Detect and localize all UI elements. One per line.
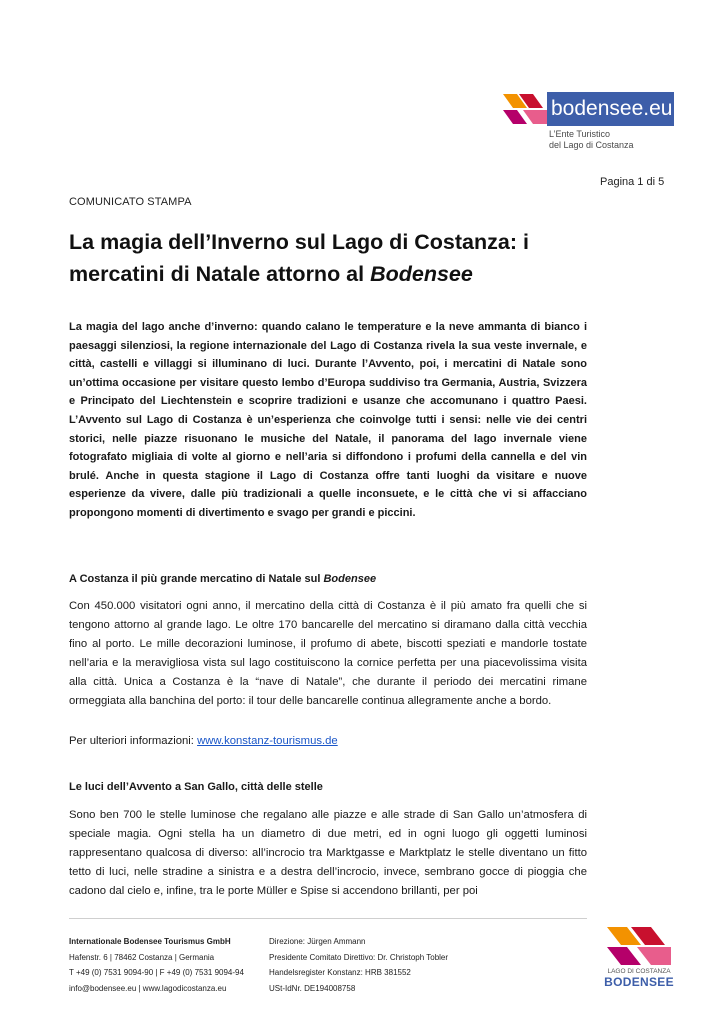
footer-logo-line1: LAGO DI COSTANZA (607, 968, 671, 975)
footer-register: Handelsregister Konstanz: HRB 381552 (269, 968, 411, 977)
footer-director: Direzione: Jürgen Ammann (269, 937, 366, 946)
title-text: La magia dell’Inverno sul Lago di Costanza: i mercatini di Natale attorno al (69, 230, 529, 286)
bodensee-logo-mark-icon (499, 92, 547, 126)
logo-subtitle (549, 129, 634, 151)
footer-president: Presidente Comitato Direttivo: Dr. Christoph Tobler (269, 952, 449, 962)
section-heading-costanza (69, 573, 376, 585)
more-info-label: Per ulteriori informazioni: (69, 735, 198, 747)
footer-company-name: Internationale Bodensee Tourismus GmbH (69, 937, 231, 946)
footer-phone: T +49 (0) 7531 9094-90 | F +49 (0) 7531 9094-94 (69, 968, 244, 977)
page-number: Pagina 1 di 5 (600, 176, 665, 188)
section-body-san-gallo: Sono ben 700 le stelle luminose che regalano alle piazze e alle strade di San Gallo un’atmosfera di speciale magia. Ogni stella ha un diametro di due metri, ed in ogni luogo gli oggetti luminosi rappresentano qualcosa di diverso: all’incrocio tra Marktgasse e Marktplatz le stelle diventano un fitto tetto di luci, nelle stradine a sinistra e a destra dell’incrocio, invece, sembrano gocce di pioggia che cadono dal cielo e, infine, tra le porte Müller e Spise si accendono brillanti, per poi (69, 809, 587, 897)
intro-paragraph: La magia del lago anche d’inverno: quando calano le temperature e la neve ammanta di bianco i paesaggi silenziosi, la regione internazionale del Lago di Costanza rivela la sua veste invernale, e città, castelli e villaggi si illuminano di luci. Durante l’Avvento, poi, i mercatini di Natale sono un’ottima occasione per visitare questo lembo d’Europa suddiviso tra Germania, Austria, Svizzera e Principato del Liechtenstein e scoprire tradizioni e usanze che accomunano i quattro Paesi. L’Avvento sul Lago di Costanza è un’esperienza che coinvolge tutti i sensi: nelle vie dei centri storici, nelle piazze risuonano le musiche del Natale, il panorama del lago invernale viene fotografato migliaia di volte al giorno e nell’aria si diffondono i profumi della cannella e del vin brulé. Anche in questa stagione il Lago di Costanza offre tanti luoghi da visitare e nuove esperienze da vivere, dalle più tradizionali a quelle inconsuete, e le città che vi si affacciano propongono momenti di divertimento e svago per grandi e piccini. (69, 321, 587, 519)
footer-management-info (269, 934, 448, 996)
section-body-costanza: Con 450.000 visitatori ogni anno, il mercatino della città di Costanza è il più amato fra quelli che si tengono attorno al grande lago. Le oltre 170 bancarelle del mercatino si diramano dalla città vecchia fino al porto. Le mille decorazioni luminose, il profumo di abete, biscotti speziati e mandorle tostate nell’aria e la meravigliosa vista sul lago costituiscono la cornice perfetta per una piacevolissima visita alla città. Unica a Costanza è la “nave di Natale”, che durante il periodo dei mercatini rimane ormeggiata alla banchina del porto: il tour delle bancarelle continua allegramente anche a bordo. (69, 600, 587, 707)
section-heading-san-gallo: Le luci dell’Avvento a San Gallo, città delle stelle (69, 781, 323, 793)
bodensee-logo (499, 92, 675, 154)
footer-vat: USt-IdNr. DE194008758 (269, 983, 356, 993)
logo-subtitle-line1: L’Ente Turistico (549, 129, 611, 139)
footer-company-info (69, 934, 244, 996)
footer-logo (603, 925, 675, 987)
footer-address: Hafenstr. 6 | 78462 Costanza | Germania (69, 952, 215, 962)
more-info-line (69, 735, 338, 747)
footer-logo-mark-icon (605, 925, 673, 967)
logo-subtitle-line2: del Lago di Costanza (549, 140, 634, 150)
konstanz-tourismus-link[interactable]: www.konstanz-tourismus.de (197, 735, 338, 747)
page-title (69, 226, 609, 290)
title-italic: Bodensee (370, 262, 473, 286)
logo-wordmark: bodensee.eu (547, 92, 674, 126)
document-label: COMUNICATO STAMPA (69, 196, 192, 208)
footer-divider (69, 918, 587, 919)
section-heading-text: A Costanza il più grande mercatino di Natale sul (69, 573, 324, 585)
footer-contacts: info@bodensee.eu | www.lagodicostanza.eu (69, 983, 227, 993)
section-heading-italic: Bodensee (323, 573, 377, 585)
footer-logo-line2: BODENSEE (604, 975, 674, 989)
